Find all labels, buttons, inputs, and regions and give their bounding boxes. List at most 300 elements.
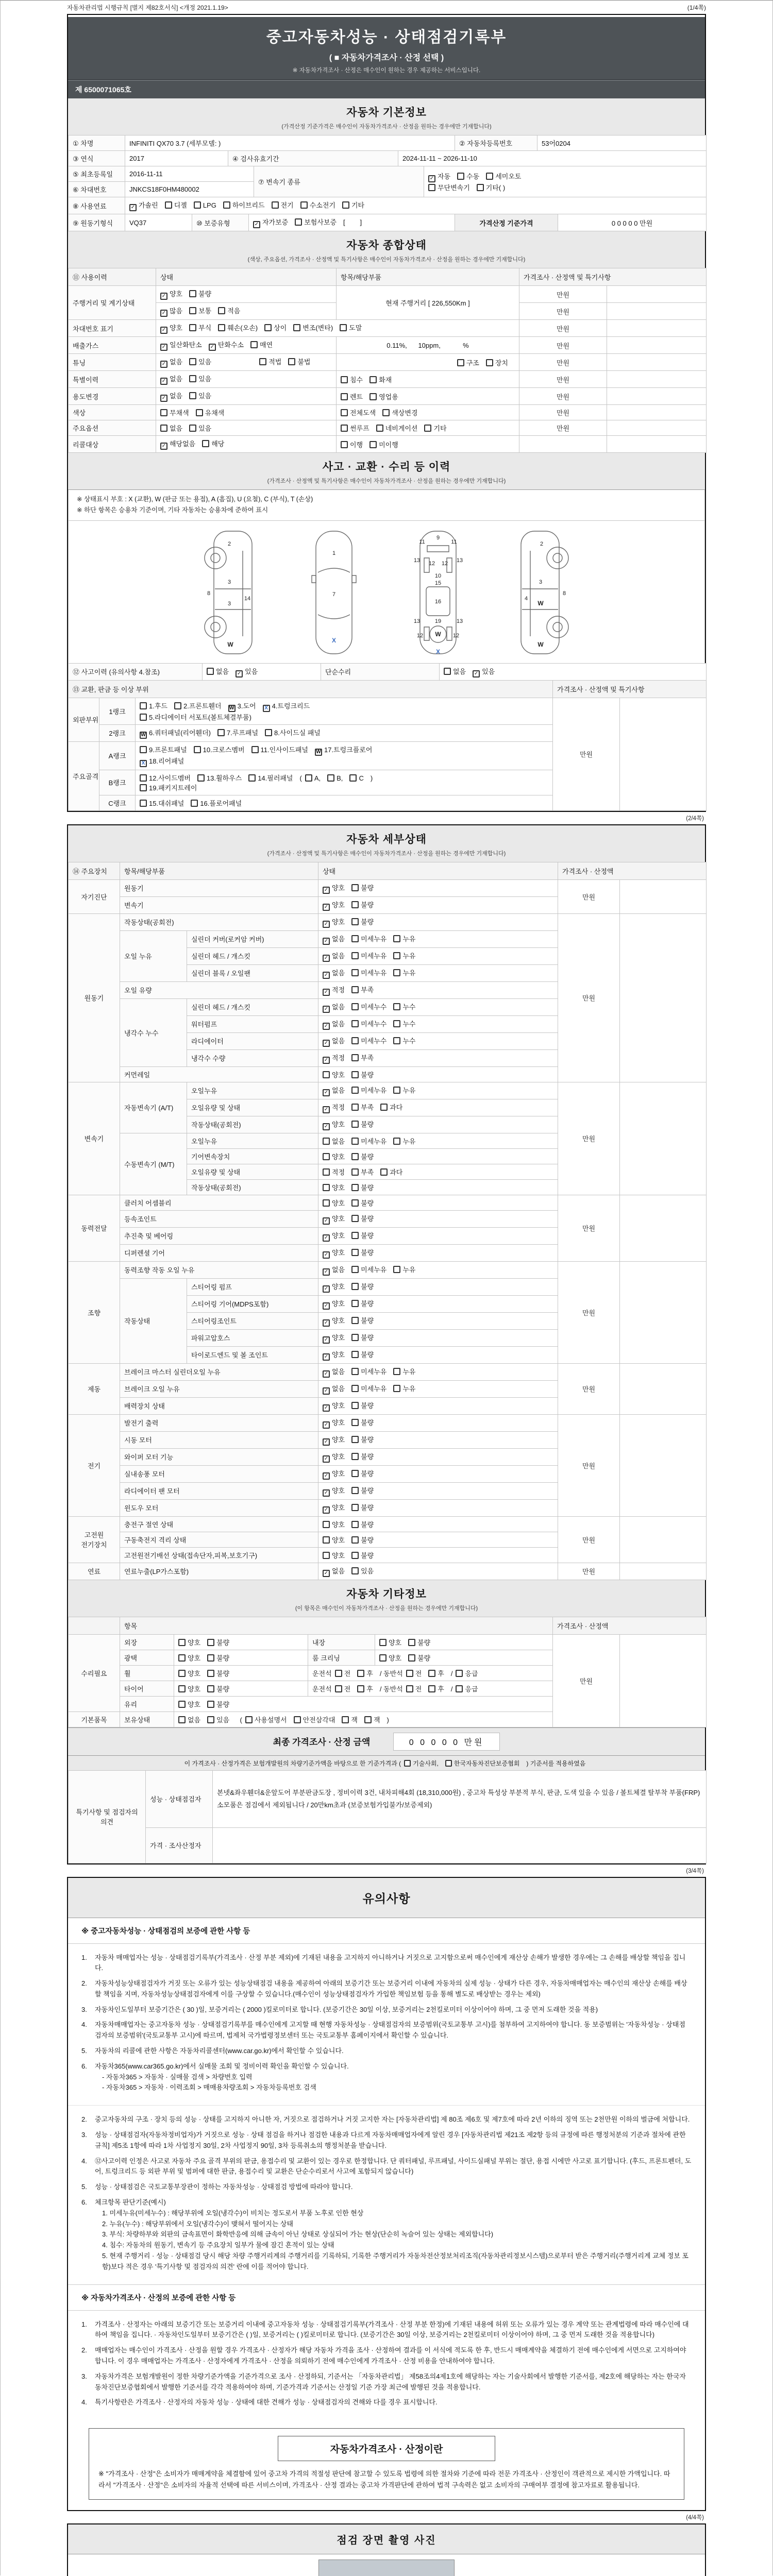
checked-checkbox[interactable]: ✓ bbox=[323, 1040, 330, 1047]
empty-checkbox[interactable] bbox=[342, 201, 349, 209]
empty-checkbox[interactable] bbox=[424, 425, 431, 432]
option-양호[interactable] bbox=[160, 289, 182, 300]
empty-checkbox[interactable] bbox=[369, 441, 377, 448]
empty-checkbox[interactable] bbox=[165, 201, 172, 209]
option-디젤[interactable] bbox=[165, 200, 187, 210]
checked-checkbox[interactable]: ✓ bbox=[323, 1006, 330, 1013]
empty-checkbox[interactable] bbox=[351, 1300, 359, 1307]
option-불량[interactable] bbox=[207, 1653, 229, 1663]
empty-checkbox[interactable] bbox=[351, 935, 359, 942]
empty-checkbox[interactable] bbox=[393, 1385, 400, 1392]
empty-checkbox[interactable] bbox=[393, 1003, 400, 1010]
option-2.프론트휀더[interactable] bbox=[174, 701, 222, 710]
empty-checkbox[interactable] bbox=[140, 784, 147, 791]
option-불량[interactable] bbox=[207, 1668, 229, 1678]
option-불량[interactable] bbox=[207, 1637, 229, 1647]
empty-checkbox[interactable] bbox=[323, 1168, 330, 1176]
checked-checkbox[interactable]: ✓ bbox=[323, 1421, 330, 1429]
option-불량[interactable] bbox=[207, 1684, 229, 1693]
option-후[interactable] bbox=[428, 1684, 444, 1693]
empty-checkbox[interactable] bbox=[323, 1138, 330, 1145]
option-양호[interactable] bbox=[323, 1349, 345, 1361]
option-기타[interactable] bbox=[342, 200, 364, 210]
empty-checkbox[interactable] bbox=[335, 1670, 342, 1677]
empty-checkbox[interactable] bbox=[393, 1037, 400, 1044]
option-없음[interactable] bbox=[323, 1136, 345, 1146]
option-화재[interactable] bbox=[369, 375, 392, 384]
empty-checkbox[interactable] bbox=[178, 1701, 186, 1708]
empty-checkbox[interactable] bbox=[351, 1419, 359, 1426]
checked-checkbox[interactable]: ✓ bbox=[323, 1438, 330, 1446]
empty-checkbox[interactable] bbox=[178, 1654, 186, 1662]
empty-checkbox[interactable] bbox=[341, 393, 348, 400]
checked-checkbox[interactable]: ✓ bbox=[323, 1268, 330, 1276]
empty-checkbox[interactable] bbox=[351, 1402, 359, 1409]
empty-checkbox[interactable] bbox=[305, 774, 312, 782]
empty-checkbox[interactable] bbox=[288, 358, 295, 365]
option-불량[interactable] bbox=[351, 1485, 374, 1495]
checked-checkbox[interactable]: ✓ bbox=[323, 1472, 330, 1480]
empty-checkbox[interactable] bbox=[357, 1670, 364, 1677]
option-불량[interactable] bbox=[351, 900, 374, 909]
option-없음[interactable] bbox=[323, 1264, 345, 1276]
option-누수[interactable] bbox=[393, 1036, 415, 1045]
option-양호[interactable] bbox=[323, 1182, 345, 1192]
option-양호[interactable] bbox=[178, 1668, 200, 1678]
option-불법[interactable] bbox=[288, 357, 310, 366]
option-불량[interactable] bbox=[351, 1198, 374, 1208]
empty-checkbox[interactable] bbox=[351, 969, 359, 976]
option-있음[interactable] bbox=[351, 1566, 374, 1575]
option-장치[interactable] bbox=[486, 358, 508, 367]
option-15.대쉬패널[interactable] bbox=[140, 798, 184, 808]
empty-checkbox[interactable] bbox=[341, 376, 348, 383]
option-가솔린[interactable] bbox=[129, 200, 158, 211]
option-해당[interactable] bbox=[202, 438, 224, 448]
option-기타[interactable] bbox=[424, 423, 446, 433]
x-mark-checkbox[interactable]: X bbox=[263, 705, 270, 712]
checked-checkbox[interactable]: ✓ bbox=[160, 293, 167, 300]
empty-checkbox[interactable] bbox=[351, 1436, 359, 1443]
checked-checkbox[interactable]: ✓ bbox=[209, 344, 216, 351]
option-불량[interactable] bbox=[408, 1653, 430, 1663]
empty-checkbox[interactable] bbox=[323, 1521, 330, 1528]
option-후[interactable] bbox=[428, 1668, 444, 1678]
option-4.트렁크리드[interactable] bbox=[263, 701, 310, 712]
empty-checkbox[interactable] bbox=[351, 1385, 359, 1392]
option-1.후드[interactable] bbox=[140, 701, 167, 710]
option-잭[interactable] bbox=[364, 1715, 380, 1724]
option-양호[interactable] bbox=[323, 1230, 345, 1242]
checked-checkbox[interactable]: ✓ bbox=[323, 1570, 330, 1577]
empty-checkbox[interactable] bbox=[351, 918, 359, 925]
option-과다[interactable] bbox=[380, 1102, 402, 1112]
empty-checkbox[interactable] bbox=[189, 358, 196, 365]
option-적음[interactable] bbox=[218, 306, 240, 315]
empty-checkbox[interactable] bbox=[323, 1184, 330, 1191]
option-11.인사이드패널[interactable] bbox=[251, 744, 308, 754]
empty-checkbox[interactable] bbox=[160, 425, 167, 432]
option-부족[interactable] bbox=[351, 1167, 374, 1177]
option-C[interactable] bbox=[349, 774, 363, 782]
empty-checkbox[interactable] bbox=[393, 1020, 400, 1027]
option-14.필러패널[interactable] bbox=[248, 773, 293, 783]
empty-checkbox[interactable] bbox=[140, 714, 147, 721]
option-양호[interactable] bbox=[323, 1434, 345, 1446]
empty-checkbox[interactable] bbox=[207, 1716, 214, 1723]
option-미세누유[interactable] bbox=[351, 1264, 386, 1274]
option-8.사이드실 패널[interactable] bbox=[265, 727, 321, 737]
empty-checkbox[interactable] bbox=[223, 201, 230, 209]
empty-checkbox[interactable] bbox=[293, 324, 300, 331]
option-양호[interactable] bbox=[323, 1298, 345, 1310]
checked-checkbox[interactable]: ✓ bbox=[473, 670, 480, 677]
option-누유[interactable] bbox=[393, 968, 415, 977]
checked-checkbox[interactable]: ✓ bbox=[160, 327, 167, 334]
empty-checkbox[interactable] bbox=[393, 969, 400, 976]
empty-checkbox[interactable] bbox=[351, 1552, 359, 1559]
empty-checkbox[interactable] bbox=[335, 1685, 342, 1692]
empty-checkbox[interactable] bbox=[323, 1071, 330, 1078]
option-10.크로스멤버[interactable] bbox=[194, 744, 245, 754]
x-mark-checkbox[interactable]: X bbox=[140, 760, 147, 767]
empty-checkbox[interactable] bbox=[393, 1087, 400, 1094]
option-불량[interactable] bbox=[351, 1417, 374, 1427]
option-있음[interactable] bbox=[189, 391, 211, 400]
option-양호[interactable] bbox=[178, 1699, 200, 1709]
option-13.휠하우스[interactable] bbox=[197, 773, 242, 783]
checked-checkbox[interactable]: ✓ bbox=[323, 1489, 330, 1497]
option-불량[interactable] bbox=[351, 1230, 374, 1240]
option-양호[interactable] bbox=[323, 917, 345, 928]
option-있음[interactable] bbox=[189, 423, 211, 433]
option-불량[interactable] bbox=[408, 1637, 430, 1647]
empty-checkbox[interactable] bbox=[323, 1552, 330, 1559]
option-없음[interactable] bbox=[207, 666, 229, 676]
option-19.패키지트레이[interactable] bbox=[140, 783, 197, 792]
empty-checkbox[interactable] bbox=[351, 1121, 359, 1128]
option-불량[interactable] bbox=[351, 1332, 374, 1342]
option-불량[interactable] bbox=[351, 1119, 374, 1129]
empty-checkbox[interactable] bbox=[295, 218, 302, 226]
empty-checkbox[interactable] bbox=[207, 1654, 214, 1662]
empty-checkbox[interactable] bbox=[351, 1283, 359, 1290]
empty-checkbox[interactable] bbox=[351, 1487, 359, 1494]
empty-checkbox[interactable] bbox=[351, 1232, 359, 1239]
checked-checkbox[interactable]: ✓ bbox=[160, 395, 167, 402]
option-영업용[interactable] bbox=[369, 392, 398, 401]
checked-checkbox[interactable]: ✓ bbox=[323, 938, 330, 945]
empty-checkbox[interactable] bbox=[189, 290, 196, 297]
option-양호[interactable] bbox=[379, 1653, 401, 1663]
option-미세누유[interactable] bbox=[351, 1383, 386, 1393]
option-없음[interactable] bbox=[323, 1383, 345, 1395]
checked-checkbox[interactable]: ✓ bbox=[323, 1370, 330, 1378]
empty-checkbox[interactable] bbox=[207, 1685, 214, 1692]
option-양호[interactable] bbox=[323, 1151, 345, 1161]
option-없음[interactable] bbox=[323, 1085, 345, 1096]
empty-checkbox[interactable] bbox=[351, 1504, 359, 1511]
empty-checkbox[interactable] bbox=[140, 800, 147, 807]
option-무채색[interactable] bbox=[160, 408, 189, 417]
empty-checkbox[interactable] bbox=[379, 1639, 386, 1646]
option-적정[interactable] bbox=[323, 1167, 345, 1177]
w-mark-checkbox[interactable]: W bbox=[315, 749, 322, 756]
option-보험사보증[interactable] bbox=[295, 217, 337, 227]
empty-checkbox[interactable] bbox=[351, 1020, 359, 1027]
empty-checkbox[interactable] bbox=[189, 392, 196, 399]
checked-checkbox[interactable]: ✓ bbox=[323, 1506, 330, 1514]
option-기술사회,[interactable] bbox=[404, 1759, 439, 1768]
option-수소전기[interactable] bbox=[300, 200, 335, 210]
option-없음[interactable] bbox=[323, 1036, 345, 1047]
empty-checkbox[interactable] bbox=[351, 1003, 359, 1010]
option-상이[interactable] bbox=[264, 323, 287, 332]
option-기타( )[interactable] bbox=[477, 182, 505, 192]
empty-checkbox[interactable] bbox=[408, 1654, 415, 1662]
option-불량[interactable] bbox=[351, 1281, 374, 1291]
empty-checkbox[interactable] bbox=[351, 1453, 359, 1460]
empty-checkbox[interactable] bbox=[272, 201, 279, 209]
option-있음[interactable] bbox=[189, 374, 211, 383]
option-썬루프[interactable] bbox=[341, 423, 369, 433]
option-미세누유[interactable] bbox=[351, 1136, 386, 1146]
empty-checkbox[interactable] bbox=[178, 1685, 186, 1692]
checked-checkbox[interactable]: ✓ bbox=[323, 1106, 330, 1113]
option-적정[interactable] bbox=[323, 985, 345, 996]
option-구조[interactable] bbox=[457, 358, 479, 367]
checked-checkbox[interactable]: ✓ bbox=[323, 1123, 330, 1130]
empty-checkbox[interactable] bbox=[351, 1521, 359, 1528]
empty-checkbox[interactable] bbox=[351, 952, 359, 959]
option-부족[interactable] bbox=[351, 1053, 374, 1062]
option-없음[interactable] bbox=[444, 666, 466, 676]
option-없음[interactable] bbox=[160, 374, 182, 385]
option-누유[interactable] bbox=[393, 951, 415, 960]
option-미세누수[interactable] bbox=[351, 1019, 386, 1028]
empty-checkbox[interactable] bbox=[189, 375, 196, 382]
option-응급[interactable] bbox=[456, 1684, 478, 1693]
option-양호[interactable] bbox=[323, 1213, 345, 1225]
empty-checkbox[interactable] bbox=[327, 774, 334, 782]
empty-checkbox[interactable] bbox=[351, 884, 359, 891]
option-탄화수소[interactable] bbox=[209, 340, 244, 351]
empty-checkbox[interactable] bbox=[380, 1104, 388, 1111]
option-전기[interactable] bbox=[272, 200, 294, 210]
checked-checkbox[interactable]: ✓ bbox=[323, 1336, 330, 1344]
option-침수[interactable] bbox=[341, 375, 363, 384]
empty-checkbox[interactable] bbox=[207, 1701, 214, 1708]
option-불량[interactable] bbox=[351, 1434, 374, 1444]
option-미세누수[interactable] bbox=[351, 1002, 386, 1011]
empty-checkbox[interactable] bbox=[477, 184, 484, 191]
option-수동[interactable] bbox=[457, 171, 479, 181]
option-미세누유[interactable] bbox=[351, 968, 386, 977]
checked-checkbox[interactable]: ✓ bbox=[160, 344, 167, 351]
option-불량[interactable] bbox=[189, 289, 211, 298]
empty-checkbox[interactable] bbox=[160, 409, 167, 416]
empty-checkbox[interactable] bbox=[486, 359, 493, 366]
empty-checkbox[interactable] bbox=[194, 201, 201, 209]
option-미세누유[interactable] bbox=[351, 1085, 386, 1095]
empty-checkbox[interactable] bbox=[341, 441, 348, 448]
checked-checkbox[interactable]: ✓ bbox=[323, 1302, 330, 1310]
empty-checkbox[interactable] bbox=[351, 1266, 359, 1273]
option-무단변속기[interactable] bbox=[428, 182, 470, 192]
empty-checkbox[interactable] bbox=[251, 746, 259, 753]
empty-checkbox[interactable] bbox=[248, 774, 256, 782]
empty-checkbox[interactable] bbox=[218, 307, 225, 314]
empty-checkbox[interactable] bbox=[393, 1368, 400, 1375]
empty-checkbox[interactable] bbox=[404, 1760, 411, 1767]
empty-checkbox[interactable] bbox=[428, 1685, 435, 1692]
option-불량[interactable] bbox=[351, 1213, 374, 1223]
empty-checkbox[interactable] bbox=[393, 1266, 400, 1273]
empty-checkbox[interactable] bbox=[140, 702, 147, 709]
checked-checkbox[interactable]: ✓ bbox=[323, 1404, 330, 1412]
checked-checkbox[interactable]: ✓ bbox=[323, 1234, 330, 1242]
option-불량[interactable] bbox=[351, 1349, 374, 1359]
option-사용설명서[interactable] bbox=[245, 1715, 287, 1724]
option-불량[interactable] bbox=[351, 1451, 374, 1461]
empty-checkbox[interactable] bbox=[264, 324, 272, 331]
option-있음[interactable] bbox=[236, 666, 258, 677]
checked-checkbox[interactable]: ✓ bbox=[323, 1089, 330, 1096]
empty-checkbox[interactable] bbox=[207, 668, 214, 675]
option-양호[interactable] bbox=[323, 1451, 345, 1463]
option-부족[interactable] bbox=[351, 985, 374, 994]
option-적정[interactable] bbox=[323, 1102, 345, 1113]
option-양호[interactable] bbox=[160, 323, 182, 334]
option-양호[interactable] bbox=[323, 1468, 345, 1480]
option-양호[interactable] bbox=[178, 1684, 200, 1693]
option-양호[interactable] bbox=[323, 1247, 345, 1259]
option-훼손(오손)[interactable] bbox=[218, 323, 258, 332]
option-자가보증[interactable] bbox=[253, 217, 288, 228]
empty-checkbox[interactable] bbox=[351, 1317, 359, 1324]
empty-checkbox[interactable] bbox=[259, 358, 266, 365]
option-자동[interactable] bbox=[428, 171, 450, 182]
empty-checkbox[interactable] bbox=[349, 774, 357, 782]
empty-checkbox[interactable] bbox=[351, 1104, 359, 1111]
option-누수[interactable] bbox=[393, 1002, 415, 1011]
empty-checkbox[interactable] bbox=[207, 1639, 214, 1646]
option-양호[interactable] bbox=[323, 900, 345, 911]
option-양호[interactable] bbox=[323, 1315, 345, 1327]
checked-checkbox[interactable]: ✓ bbox=[323, 887, 330, 894]
empty-checkbox[interactable] bbox=[357, 1685, 364, 1692]
option-양호[interactable] bbox=[323, 1070, 345, 1079]
option-적법[interactable] bbox=[259, 357, 281, 366]
option-후[interactable] bbox=[357, 1668, 373, 1678]
option-미이행[interactable] bbox=[369, 439, 398, 449]
option-이행[interactable] bbox=[341, 439, 363, 449]
empty-checkbox[interactable] bbox=[406, 1670, 413, 1677]
option-미세누유[interactable] bbox=[351, 934, 386, 943]
empty-checkbox[interactable] bbox=[364, 1716, 372, 1723]
checked-checkbox[interactable]: ✓ bbox=[323, 1023, 330, 1030]
empty-checkbox[interactable] bbox=[174, 702, 181, 709]
option-양호[interactable] bbox=[323, 1502, 345, 1514]
empty-checkbox[interactable] bbox=[457, 173, 464, 180]
option-있음[interactable] bbox=[473, 666, 495, 677]
option-불량[interactable] bbox=[351, 883, 374, 892]
option-있음[interactable] bbox=[207, 1715, 229, 1724]
option-미세누유[interactable] bbox=[351, 1366, 386, 1376]
checked-checkbox[interactable]: ✓ bbox=[323, 1319, 330, 1327]
w-mark-checkbox[interactable]: W bbox=[228, 705, 236, 712]
empty-checkbox[interactable] bbox=[140, 774, 147, 782]
option-불량[interactable] bbox=[351, 917, 374, 926]
empty-checkbox[interactable] bbox=[323, 1153, 330, 1160]
empty-checkbox[interactable] bbox=[456, 1670, 463, 1677]
checked-checkbox[interactable]: ✓ bbox=[323, 1353, 330, 1361]
empty-checkbox[interactable] bbox=[369, 393, 377, 400]
empty-checkbox[interactable] bbox=[379, 1654, 386, 1662]
option-양호[interactable] bbox=[323, 1550, 345, 1560]
option-양호[interactable] bbox=[323, 1400, 345, 1412]
option-렌트[interactable] bbox=[341, 392, 363, 401]
empty-checkbox[interactable] bbox=[408, 1639, 415, 1646]
empty-checkbox[interactable] bbox=[351, 1351, 359, 1358]
checked-checkbox[interactable]: ✓ bbox=[323, 921, 330, 928]
empty-checkbox[interactable] bbox=[351, 1153, 359, 1160]
option-도말[interactable] bbox=[340, 323, 362, 332]
checked-checkbox[interactable]: ✓ bbox=[160, 361, 167, 368]
empty-checkbox[interactable] bbox=[351, 1054, 359, 1061]
empty-checkbox[interactable] bbox=[191, 800, 198, 807]
option-누유[interactable] bbox=[393, 1383, 415, 1393]
option-A,[interactable] bbox=[305, 774, 321, 782]
empty-checkbox[interactable] bbox=[218, 324, 225, 331]
option-없음[interactable] bbox=[160, 391, 182, 402]
option-과다[interactable] bbox=[380, 1167, 402, 1177]
option-전[interactable] bbox=[406, 1684, 422, 1693]
empty-checkbox[interactable] bbox=[393, 1138, 400, 1145]
option-불량[interactable] bbox=[351, 1247, 374, 1257]
option-미세누유[interactable] bbox=[351, 951, 386, 960]
empty-checkbox[interactable] bbox=[351, 1199, 359, 1207]
empty-checkbox[interactable] bbox=[406, 1685, 413, 1692]
option-불량[interactable] bbox=[207, 1699, 229, 1709]
option-매연[interactable] bbox=[250, 340, 273, 349]
option-양호[interactable] bbox=[379, 1637, 401, 1647]
w-mark-checkbox[interactable]: W bbox=[140, 732, 147, 739]
empty-checkbox[interactable] bbox=[351, 1037, 359, 1044]
option-있음[interactable] bbox=[189, 357, 211, 366]
option-없음[interactable] bbox=[160, 357, 182, 368]
empty-checkbox[interactable] bbox=[456, 1685, 463, 1692]
empty-checkbox[interactable] bbox=[340, 324, 347, 331]
option-세미오토[interactable] bbox=[486, 171, 521, 181]
option-잭[interactable] bbox=[342, 1715, 358, 1724]
empty-checkbox[interactable] bbox=[300, 201, 308, 209]
empty-checkbox[interactable] bbox=[250, 341, 258, 348]
empty-checkbox[interactable] bbox=[351, 901, 359, 908]
empty-checkbox[interactable] bbox=[178, 1639, 186, 1646]
option-없음[interactable] bbox=[323, 1366, 345, 1378]
option-양호[interactable] bbox=[323, 1198, 345, 1208]
empty-checkbox[interactable] bbox=[178, 1716, 186, 1723]
option-12.사이드멤버[interactable] bbox=[140, 773, 191, 783]
option-18.리어패널[interactable] bbox=[140, 756, 184, 767]
checked-checkbox[interactable]: ✓ bbox=[323, 955, 330, 962]
empty-checkbox[interactable] bbox=[189, 324, 196, 331]
empty-checkbox[interactable] bbox=[341, 409, 348, 416]
option-불량[interactable] bbox=[351, 1182, 374, 1192]
option-안전삼각대[interactable] bbox=[294, 1715, 335, 1724]
empty-checkbox[interactable] bbox=[194, 746, 201, 753]
